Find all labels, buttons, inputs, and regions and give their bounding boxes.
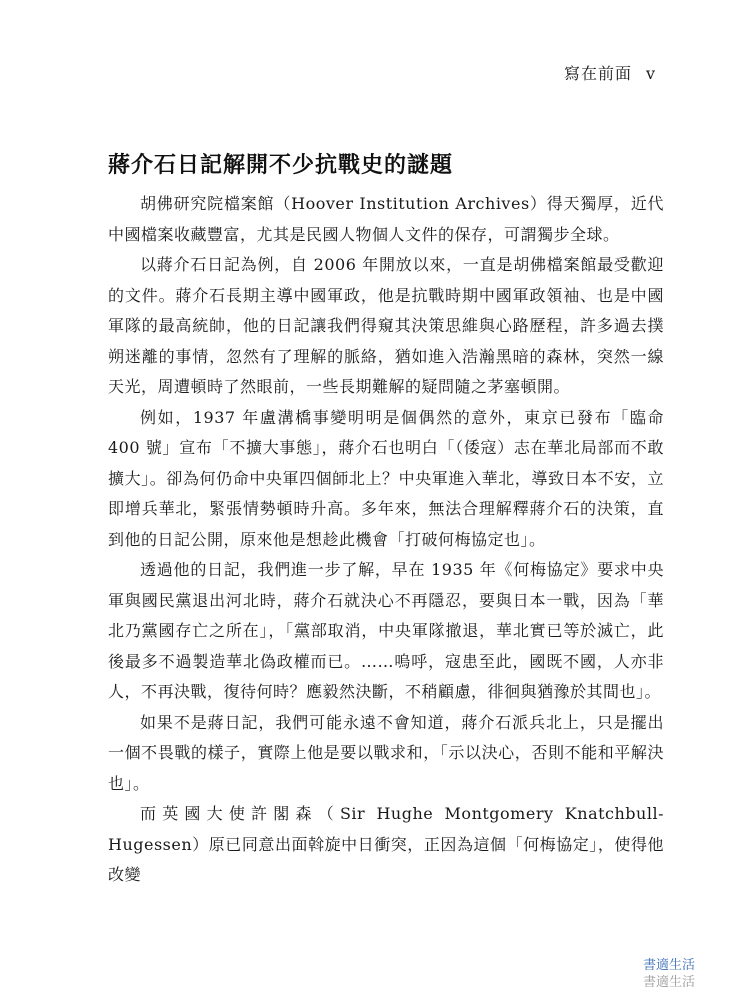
- watermark-logo: [643, 957, 695, 991]
- watermark-line-1: 書適生活: [643, 958, 696, 973]
- paragraph: 而英國大使許閣森（Sir Hughe Montgomery Knatchbull-Hugessen）原已同意出面斡旋中日衝突，正因為這個「何梅協定」，使得他改變: [108, 804, 664, 884]
- running-header: [564, 61, 656, 84]
- section-title: 蔣介石日記解開不少抗戰史的謎題: [108, 153, 454, 178]
- paragraph: 以蔣介石日記為例，自 2006 年開放以來，一直是胡佛檔案館最受歡迎的文件。蔣介石長期主導中國軍政，他是抗戰時期中國軍政領袖、也是中國軍隊的最高統帥，他的日記讓我們得窺其決策思維與心路歷程，許多過去撲朔迷離的事情，忽然有了理解的脈絡，猶如進入浩瀚黑暗的森林，突然一線天光，周遭頓時了然眼前，一些長期難解的疑問隨之茅塞頓開。: [108, 255, 664, 396]
- watermark-line-2: 書適生活: [643, 975, 696, 990]
- body-text: [108, 189, 664, 891]
- paragraph: 如果不是蔣日記，我們可能永遠不會知道，蔣介石派兵北上，只是擺出一個不畏戰的樣子，實際上他是要以戰求和，「示以決心，否則不能和平解決也」。: [108, 712, 664, 793]
- paragraph: 例如，1937 年盧溝橋事變明明是個偶然的意外，東京已發布「臨命 400 號」宣布「不擴大事態」，蔣介石也明白「（倭寇）志在華北局部而不敢擴大」。卻為何仍命中央軍四個師北上？中央軍進入華北，導致日本不安，立即增兵華北，緊張情勢頓時升高。多年來，無法合理解釋蔣介石的決策，直到他的日記公開，原來他是想趁此機會「打破何梅協定也」。: [108, 407, 664, 549]
- running-title: 寫在前面: [563, 64, 632, 83]
- paragraph: 胡佛研究院檔案館（Hoover Institution Archives）得天獨厚，近代中國檔案收藏豐富，尤其是民國人物個人文件的保存，可謂獨步全球。: [108, 194, 664, 244]
- page-number: v: [645, 64, 656, 83]
- paragraph: 透過他的日記，我們進一步了解，早在 1935 年《何梅協定》要求中央軍與國民黨退出河北時，蔣介石就決心不再隱忍，要與日本一戰，因為「華北乃黨國存亡之所在」，「黨部取消，中央軍隊撤退，華北實已等於滅亡，此後最多不過製造華北偽政權而已。……嗚呼，寇患至此，國既不國，人亦非人，不再決戰，復待何時？應毅然決斷，不稍顧慮，徘徊與猶豫於其間也」。: [108, 560, 664, 701]
